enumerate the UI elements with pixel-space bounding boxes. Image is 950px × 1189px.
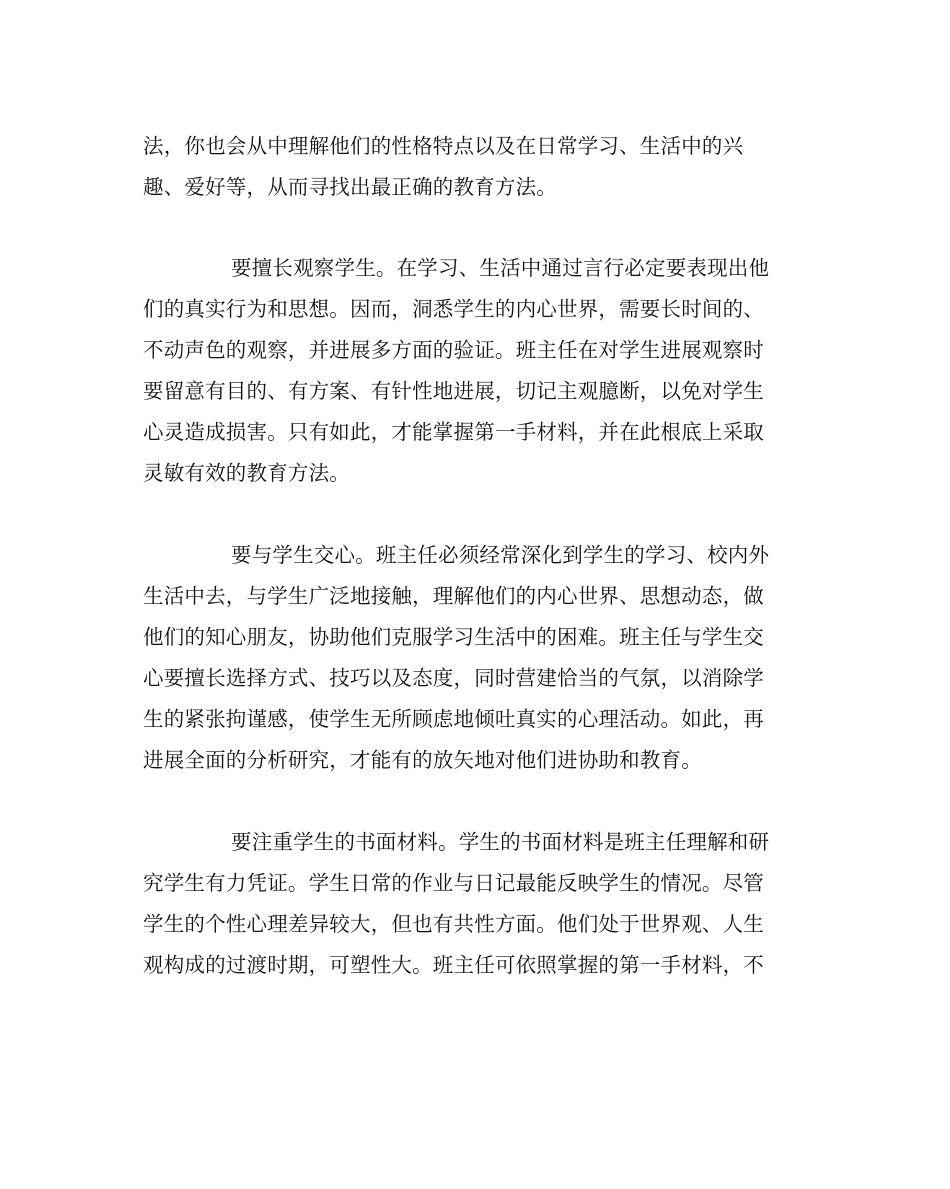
text-line: 不动声色的观察，并进展多方面的验证。班主任在对学生进展观察时 — [143, 338, 764, 362]
text-line: 进展全面的分析研究，才能有的放矢地对他们进协助和教育。 — [143, 748, 702, 772]
text-line: 他们的知心朋友，协助他们克服学习生活中的困难。班主任与学生交 — [143, 625, 764, 649]
text-line: 要与学生交心。班主任必须经常深化到学生的学习、校内外 — [231, 543, 770, 567]
text-line: 要擅长观察学生。在学习、生活中通过言行必定要表现出他 — [231, 256, 770, 280]
text-line: 趣、爱好等，从而寻找出最正确的教育方法。 — [143, 175, 557, 199]
paragraph-observe-students — [143, 248, 803, 494]
paragraph-heart-to-heart — [143, 535, 803, 781]
text-line: 心要擅长选择方式、技巧以及态度，同时营建恰当的气氛，以消除学 — [143, 666, 764, 690]
text-line: 究学生有力凭证。学生日常的作业与日记最能反映学生的情况。尽管 — [143, 871, 764, 895]
text-line: 要留意有目的、有方案、有针性地进展，切记主观臆断，以免对学生 — [143, 379, 764, 403]
text-line: 们的真实行为和思想。因而，洞悉学生的内心世界，需要长时间的、 — [143, 297, 764, 321]
text-line: 心灵造成损害。只有如此，才能掌握第一手材料，并在此根底上采取 — [143, 420, 764, 444]
text-line: 生的紧张拘谨感，使学生无所顾虑地倾吐真实的心理活动。如此，再 — [143, 707, 764, 731]
text-line: 观构成的过渡时期，可塑性大。班主任可依照掌握的第一手材料，不 — [143, 953, 764, 977]
text-line: 学生的个性心理差异较大，但也有共性方面。他们处于世界观、人生 — [143, 912, 764, 936]
text-line: 法，你也会从中理解他们的性格特点以及在日常学习、生活中的兴 — [143, 134, 744, 158]
paragraph-continuation — [143, 126, 803, 208]
text-line: 灵敏有效的教育方法。 — [143, 461, 350, 485]
paragraph-written-materials — [143, 822, 803, 986]
text-line: 要注重学生的书面材料。学生的书面材料是班主任理解和研 — [231, 830, 770, 854]
text-line: 生活中去，与学生广泛地接触，理解他们的内心世界、思想动态，做 — [143, 584, 764, 608]
